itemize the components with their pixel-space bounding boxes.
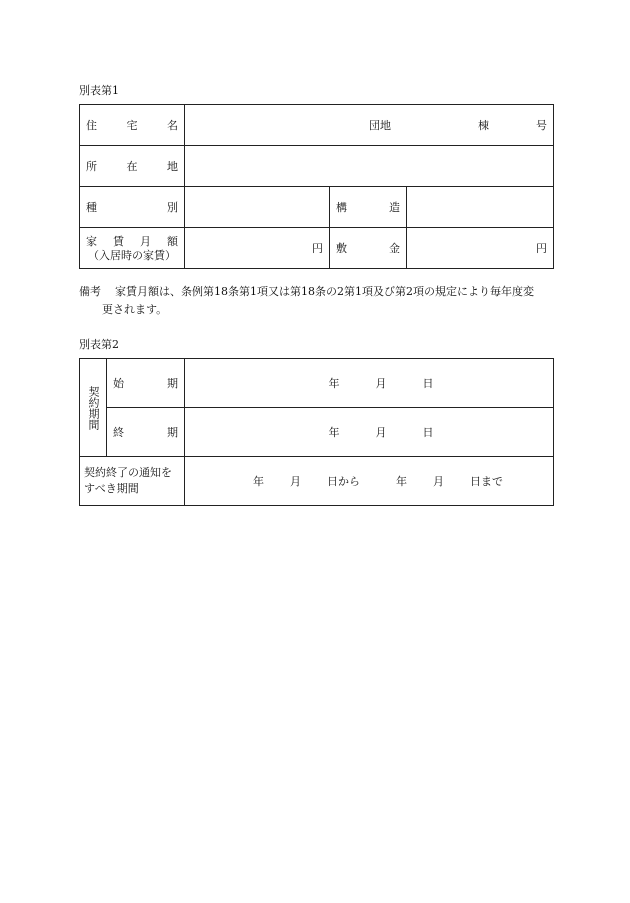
month-unit: 月 [290,475,301,488]
year-unit: 年 [253,475,264,488]
number-suffix: 号 [536,119,548,132]
building-suffix: 棟 [478,119,490,132]
table1-caption: 別表第1 [79,84,119,97]
table-row [80,105,554,146]
housing-name-label [80,105,185,146]
location-label-char: 在 [126,160,138,173]
notice-period-value [185,457,554,506]
type-value [185,187,330,228]
table2-caption: 別表第2 [79,338,119,351]
day-unit: 日 [422,377,434,390]
table-row [80,457,554,506]
to-day-unit: 日まで [470,475,503,488]
table-row [80,228,554,269]
remarks-note [79,283,553,319]
danchi-suffix: 団地 [369,119,392,132]
period-label [80,359,107,457]
rent-label-char: 月 [140,234,151,248]
table-row [80,187,554,228]
rent-label-char: 賃 [113,234,124,248]
start-label-char: 期 [167,377,178,390]
type-label-char: 別 [167,201,178,214]
yen-unit: 円 [312,242,323,255]
type-label-char: 種 [86,201,97,214]
contract-period-table [79,358,554,506]
month-unit: 月 [375,377,387,390]
year-unit: 年 [328,426,340,439]
housing-label-char: 名 [167,119,178,132]
year-unit: 年 [328,377,340,390]
month-unit: 月 [433,475,444,488]
deposit-label [330,228,407,269]
location-label-char: 地 [167,160,178,173]
notice-label-line1: 契約終了の通知を [84,466,172,479]
structure-label-char: 構 [336,201,347,214]
rent-sublabel: （入居時の家賃） [88,248,176,262]
notice-period-label [80,457,185,506]
start-label [107,359,185,408]
day-unit: 日 [422,426,434,439]
rent-label-char: 家 [86,234,97,248]
type-label [80,187,185,228]
deposit-label-char: 金 [389,242,400,255]
period-label-text: 契約期間 [87,385,100,430]
deposit-value [407,228,554,269]
housing-label-char: 宅 [126,119,138,132]
location-label-char: 所 [86,160,97,173]
notice-label-line2: すべき期間 [84,482,139,495]
remarks-line1: 家賃月額は、条例第18条第1項又は第18条の2第1項及び第2項の規定により毎年度変 [115,285,534,298]
from-day-unit: 日から [327,475,360,488]
rent-value [185,228,330,269]
rent-label [80,228,185,269]
housing-label-char: 住 [86,119,97,132]
deposit-label-char: 敷 [336,242,347,255]
table-row [80,146,554,187]
table-row [80,408,554,457]
end-label-char: 終 [113,426,124,439]
structure-value [407,187,554,228]
remarks-head: 備考 [79,285,101,298]
end-date-value [185,408,554,457]
start-date-value [185,359,554,408]
end-label [107,408,185,457]
structure-label [330,187,407,228]
month-unit: 月 [375,426,387,439]
housing-name-value [185,105,554,146]
table-row [80,359,554,408]
year-unit: 年 [396,475,407,488]
contract-details-table [79,104,554,269]
structure-label-char: 造 [389,201,400,214]
remarks-line2: 更されます。 [102,303,168,316]
location-label [80,146,185,187]
location-value [185,146,554,187]
start-label-char: 始 [113,377,124,390]
end-label-char: 期 [167,426,178,439]
rent-label-char: 額 [167,234,178,248]
yen-unit: 円 [536,242,548,255]
